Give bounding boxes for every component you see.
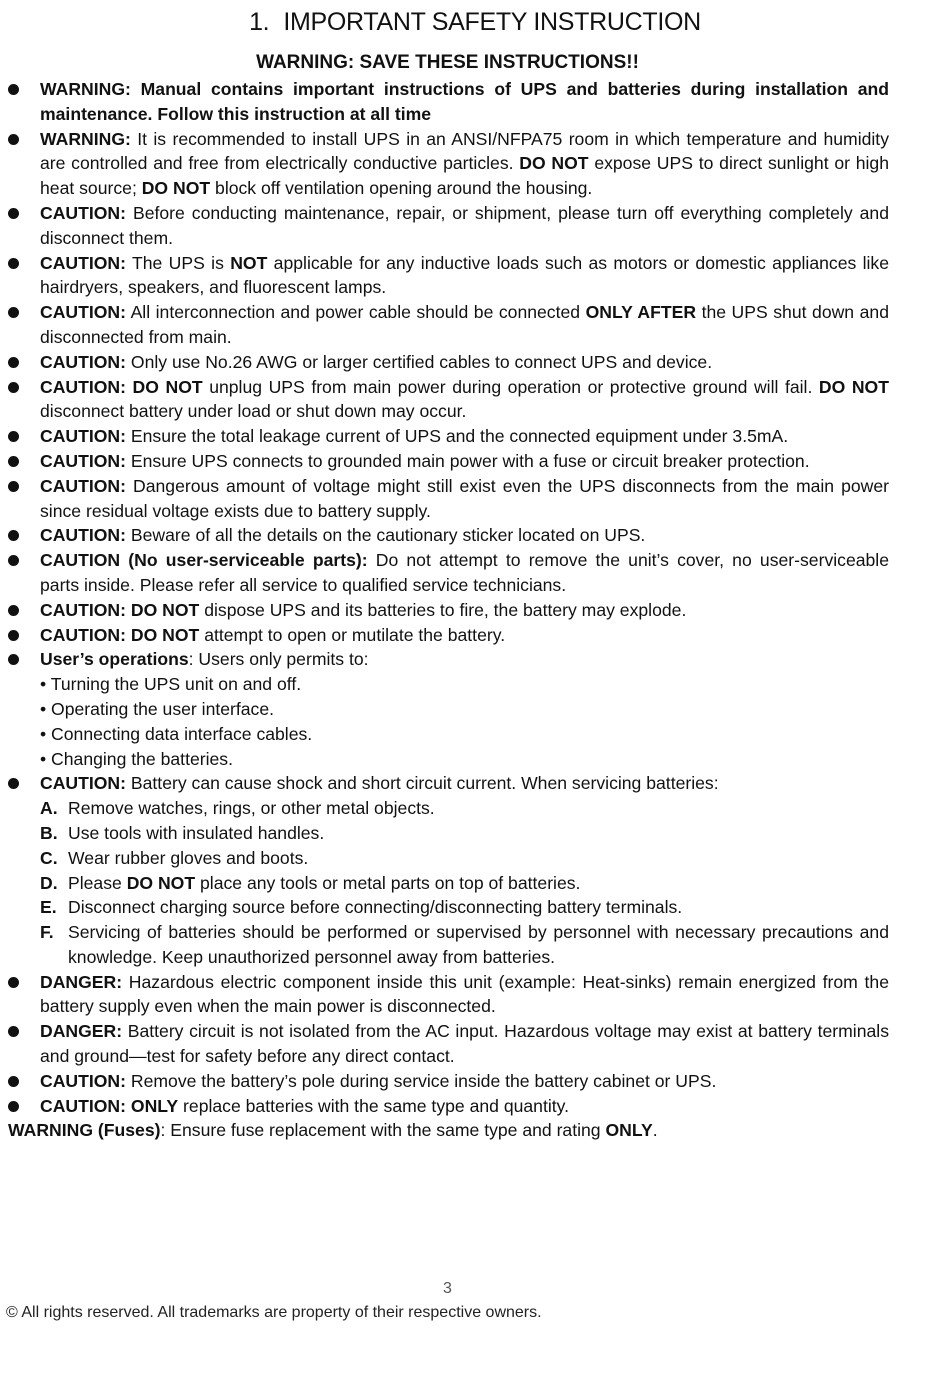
item-label: CAUTION: DO NOT <box>40 599 200 620</box>
lettered-item <box>8 871 889 896</box>
item-text: : Users only permits to: <box>188 649 369 670</box>
item-text: : Ensure fuse replacement with the same type and rating <box>160 1120 606 1141</box>
item-label: DANGER: <box>40 971 123 992</box>
list-item <box>8 598 889 623</box>
item-text: Battery circuit is not isolated from the AC input. Hazardous voltage may exist at battery terminals and ground—test for safety before any direct contact. <box>40 1021 889 1067</box>
list-item <box>8 771 889 796</box>
item-text: dispose UPS and its batteries to fire, the battery may explode. <box>199 599 687 620</box>
item-text: WARNING: Manual contains important instructions of UPS and batteries during installation and maintenance. Follow this instruction at all time <box>40 79 889 124</box>
item-text: disconnect battery under load or shut down may occur. <box>40 401 467 422</box>
bullet-icon <box>8 1026 19 1037</box>
item-text: The UPS is <box>126 252 231 273</box>
item-text: unplug UPS from main power during operation or protective ground will fail. <box>202 376 819 397</box>
bullet-icon <box>8 654 19 665</box>
item-letter: E. <box>40 897 57 918</box>
item-emphasis: ONLY AFTER <box>585 302 697 323</box>
page-title <box>0 6 950 38</box>
bullet-icon <box>8 630 19 641</box>
lettered-item <box>8 821 889 846</box>
bullet-icon <box>8 456 19 467</box>
item-label: DANGER: <box>40 1021 123 1042</box>
lettered-item <box>8 796 889 821</box>
bullet-icon <box>8 481 19 492</box>
list-item <box>8 1019 889 1069</box>
list-item <box>8 523 889 548</box>
list-item <box>8 548 889 598</box>
item-text: Do not attempt to remove the unit’s cover, no user-serviceable parts inside. Please refer all service to qualified service technicians. <box>40 550 889 595</box>
item-text: replace batteries with the same type and quantity. <box>178 1095 570 1116</box>
item-text: Only use No.26 AWG or larger certified cables to connect UPS and device. <box>126 351 713 372</box>
list-item <box>8 1094 889 1119</box>
item-label: CAUTION: ONLY <box>40 1095 179 1116</box>
fuse-warning <box>8 1118 889 1143</box>
item-text: applicable for any inductive loads such as motors or domestic appliances like hairdryers, speakers, and fluorescent lamps. <box>40 252 889 298</box>
bullet-icon <box>8 431 19 442</box>
bullet-icon <box>8 134 19 145</box>
item-text: Disconnect charging source before connecting/disconnecting battery terminals. <box>68 897 683 918</box>
item-emphasis: ONLY <box>605 1120 653 1141</box>
item-label: CAUTION: <box>40 475 127 496</box>
item-text: . <box>652 1120 658 1141</box>
list-item <box>8 300 889 350</box>
item-text: All interconnection and power cable should be connected <box>126 302 586 323</box>
list-item <box>8 970 889 1020</box>
bullet-icon <box>8 530 19 541</box>
bullet-icon <box>8 258 19 269</box>
bullet-icon <box>8 1101 19 1112</box>
item-text: Before conducting maintenance, repair, or shipment, please turn off everything completely and disconnect them. <box>40 202 889 248</box>
item-text: Use tools with insulated handles. <box>68 822 325 843</box>
item-label: CAUTION: <box>40 1070 127 1091</box>
list-item <box>8 647 889 672</box>
item-emphasis: DO NOT <box>818 376 889 397</box>
item-emphasis: DO NOT <box>141 178 211 199</box>
bullet-icon <box>8 977 19 988</box>
section-title: IMPORTANT SAFETY INSTRUCTION <box>283 8 701 36</box>
item-text: It is recommended to install UPS in an ANSI/NFPA75 room in which temperature and humidity are controlled and free from electrically conductive particles. <box>40 128 889 174</box>
sub-item: • Operating the user interface. <box>40 698 275 719</box>
list-item <box>8 623 889 648</box>
item-label: WARNING (Fuses) <box>8 1120 161 1141</box>
item-letter: A. <box>40 798 58 819</box>
item-label: CAUTION: <box>40 426 127 447</box>
list-item <box>8 449 889 474</box>
item-label: CAUTION: <box>40 773 127 794</box>
bullet-icon <box>8 357 19 368</box>
item-text: Wear rubber gloves and boots. <box>68 847 309 868</box>
list-item <box>8 1069 889 1094</box>
sub-item: • Turning the UPS unit on and off. <box>40 674 302 695</box>
bullet-icon <box>8 778 19 789</box>
list-item <box>8 127 889 201</box>
item-label: CAUTION: <box>40 351 127 372</box>
item-label: CAUTION: <box>40 450 127 471</box>
item-text: Battery can cause shock and short circuit current. When servicing batteries: <box>126 773 719 794</box>
page-number: 3 <box>443 1280 452 1297</box>
list-item <box>8 201 889 251</box>
item-text: block off ventilation opening around the housing. <box>210 178 593 199</box>
bullet-icon <box>8 208 19 219</box>
item-text: place any tools or metal parts on top of batteries. <box>195 872 581 893</box>
item-label: CAUTION: <box>40 202 127 223</box>
item-label: CAUTION: <box>40 525 127 546</box>
list-item <box>8 251 889 301</box>
item-letter: C. <box>40 847 58 868</box>
item-emphasis: NOT <box>230 252 268 273</box>
bullet-icon <box>8 307 19 318</box>
item-emphasis: DO NOT <box>126 872 196 893</box>
item-text: expose UPS to direct sunlight or high heat source; <box>40 153 890 199</box>
item-text: Remove the battery’s pole during service inside the battery cabinet or UPS. <box>126 1070 717 1091</box>
item-letter: D. <box>40 872 58 893</box>
safety-list <box>8 77 889 1143</box>
list-item <box>8 77 889 127</box>
section-number: 1. <box>249 8 270 36</box>
item-label: CAUTION (No user-serviceable parts): <box>40 550 368 571</box>
sub-item: • Changing the batteries. <box>40 748 233 769</box>
item-text: Ensure the total leakage current of UPS and the connected equipment under 3.5mA. <box>126 426 789 447</box>
lettered-item <box>8 846 889 871</box>
item-label: CAUTION: DO NOT <box>40 624 200 645</box>
copyright-footer: © All rights reserved. All trademarks are property of their respective owners. <box>6 1304 542 1321</box>
item-label: WARNING: <box>40 128 131 149</box>
sub-item: • Connecting data interface cables. <box>40 723 313 744</box>
list-item <box>8 350 889 375</box>
item-letter: B. <box>40 822 58 843</box>
list-item <box>8 375 889 425</box>
item-text: Servicing of batteries should be performed or supervised by personnel with necessary precautions and knowledge. Keep unauthorized personnel away from batteries. <box>68 922 889 967</box>
bullet-icon <box>8 382 19 393</box>
item-text: Remove watches, rings, or other metal objects. <box>68 798 435 819</box>
bullet-icon <box>8 84 19 95</box>
item-label: CAUTION: DO NOT <box>40 376 203 397</box>
lettered-item <box>8 920 889 970</box>
list-item <box>8 474 889 524</box>
page-subtitle: WARNING: SAVE THESE INSTRUCTIONS!! <box>256 52 639 73</box>
item-label: User’s operations <box>40 649 189 670</box>
list-item <box>8 424 889 449</box>
item-text: attempt to open or mutilate the battery. <box>199 624 506 645</box>
item-label: CAUTION: <box>40 302 127 323</box>
bullet-icon <box>8 1076 19 1087</box>
item-text: Hazardous electric component inside this unit (example: Heat-sinks) remain energized from the battery supply even when the main power is disconnected. <box>40 971 889 1017</box>
lettered-item <box>8 895 889 920</box>
item-text: the UPS shut down and disconnected from main. <box>40 302 889 347</box>
item-text: Beware of all the details on the cautionary sticker located on UPS. <box>126 525 646 546</box>
item-label: CAUTION: <box>40 252 127 273</box>
bullet-icon <box>8 605 19 616</box>
item-emphasis: DO NOT <box>519 153 589 174</box>
item-letter: F. <box>40 922 54 943</box>
bullet-icon <box>8 555 19 566</box>
item-text: Ensure UPS connects to grounded main power with a fuse or circuit breaker protection. <box>126 450 810 471</box>
item-text: Dangerous amount of voltage might still exist even the UPS disconnects from the main power since residual voltage exists due to battery supply. <box>40 475 889 521</box>
item-text: Please <box>68 872 127 893</box>
